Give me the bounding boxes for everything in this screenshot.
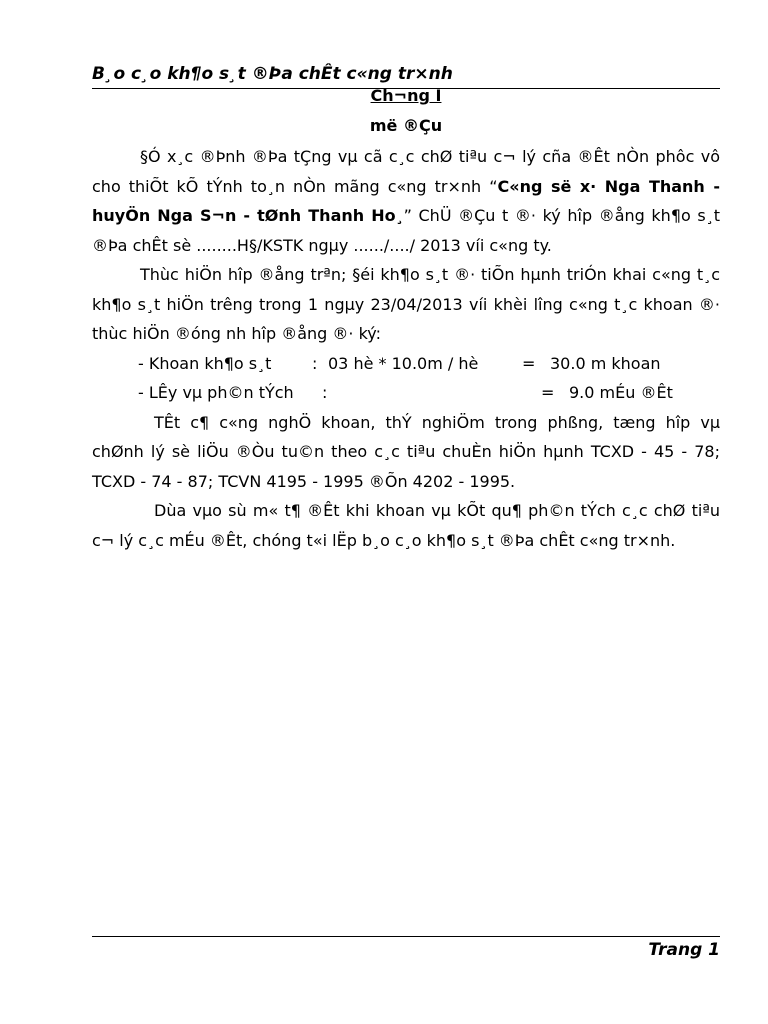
item-label: - LÊy vµ ph©n tÝch [138, 383, 294, 402]
paragraph-intro-text-b: ” ChÜ ®Çu t ®· ký hîp ®ång kh¶o s¸t ®Þa chÊt sè ........H§/KSTK ngµy ....../..../ 2013 víi c«ng ty. [92, 206, 721, 255]
item-equals: = [522, 353, 536, 373]
item-result: 30.0 m khoan [550, 353, 661, 373]
paragraph-intro [92, 142, 720, 260]
paragraph-standards: TÊt c¶ c«ng nghÖ khoan, thÝ nghiÖm trong phßng, tæng hîp vµ chØnh lý sè liÖu ®Òu tu©n theo c¸c tiªu chuÈn hiÖn hµnh TCXD - 45 - 78; TCXD - 74 - 87; TCVN 4195 - 1995 ®Õn 4202 - 1995. [92, 412, 720, 491]
paragraph-execution: Thùc hiÖn hîp ®ång trªn; §éi kh¶o s¸t ®· tiÕn hµnh triÓn khai c«ng t¸c kh¶o s¸t hiÖn trêng trong 1 ngµy 23/04/2013 víi khèi lîng c«ng t¸c khoan ®· thùc hiÖn ®óng nh hîp ®ång ®· ký: [92, 265, 720, 343]
document-body [92, 142, 720, 555]
chapter-title: Ch¬ng I [370, 86, 442, 105]
list-item-sampling [92, 378, 720, 408]
list-item-drilling [92, 349, 720, 379]
paragraph-conclusion: Dùa vµo sù m« t¶ ®Êt khi khoan vµ kÕt qu¶ ph©n tÝch c¸c chØ tiªu c¬ lý c¸c mÉu ®Êt, chóng t«i lËp b¸o c¸o kh¶o s¸t ®Þa chÊt c«ng tr×nh. [92, 501, 720, 550]
chapter-subtitle: më ®Çu [369, 116, 443, 135]
page-number: Trang 1 [648, 940, 720, 960]
project-name: C«ng së x· Nga Thanh - huyÖn Nga S¬n - tØnh Thanh Ho¸ [92, 176, 720, 225]
item-equals: = [541, 383, 555, 402]
header-title: B¸o c¸o kh¶o s¸t ®Þa chÊt c«ng tr×nh [92, 64, 453, 84]
page-header [92, 62, 720, 89]
item-label: - Khoan kh¶o s¸t [138, 353, 272, 373]
paragraph-intro-text-a: §Ó x¸c ®Þnh ®Þa tÇng vµ cã c¸c chØ tiªu c¬ lý cña ®Êt nÒn phôc vô cho thiÕt kÕ tÝnh to¸n nÒn mãng c«ng tr×nh “ [92, 147, 720, 196]
footer-divider [92, 936, 720, 937]
item-value: 03 hè * 10.0m / hè [328, 353, 479, 373]
item-result: 9.0 mÉu ®Êt [569, 383, 673, 402]
item-colon: : [322, 383, 328, 402]
item-colon: : [312, 353, 318, 373]
